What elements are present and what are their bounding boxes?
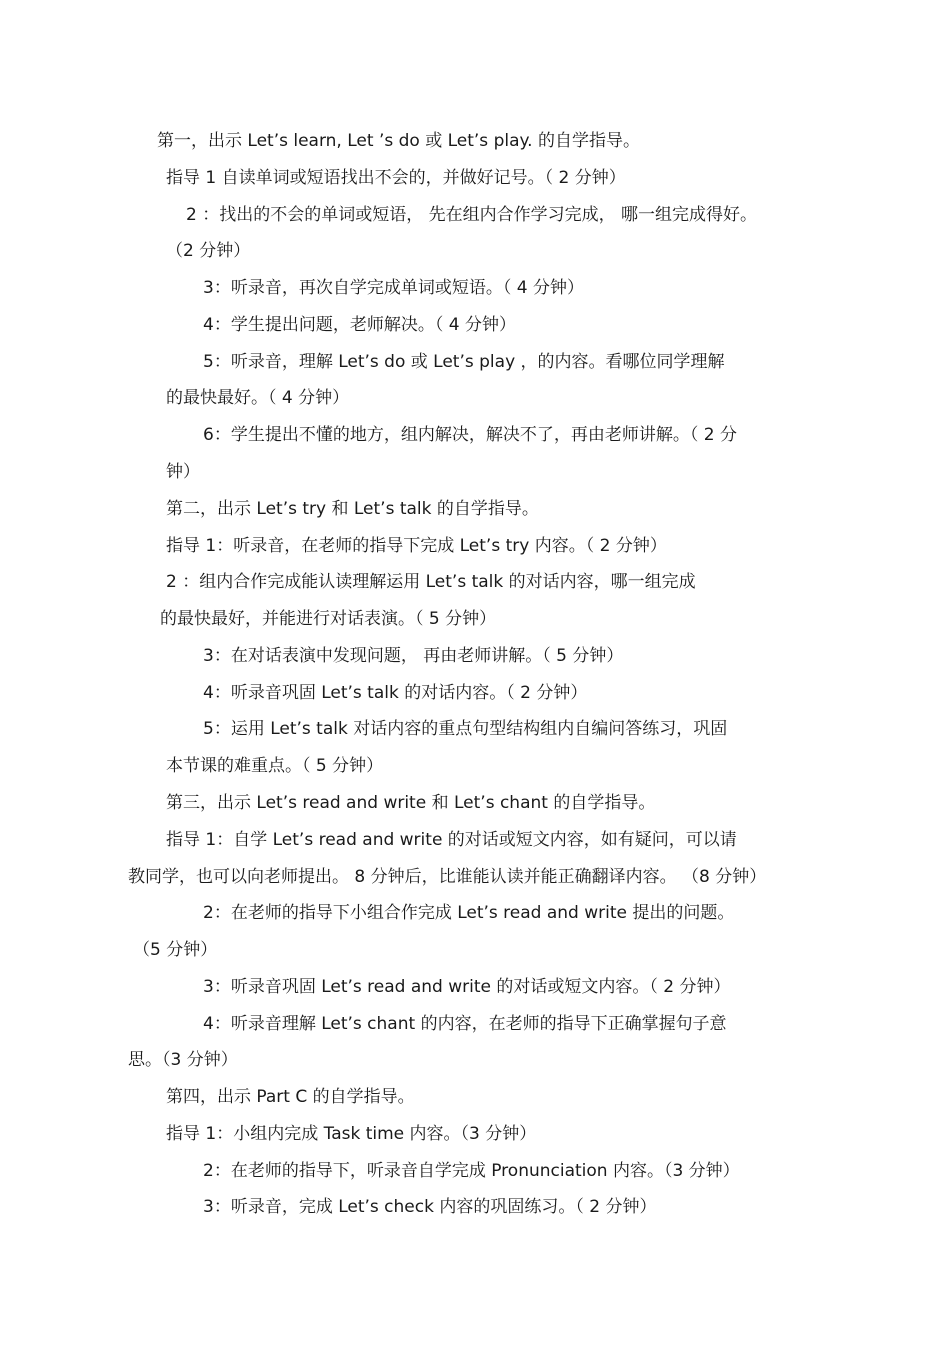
text-line-15: 3：在对话表演中发现问题， 再由老师讲解。（ 5 分钟） — [203, 646, 624, 666]
text-line-20: 指导 1：自学 Let’s read and write 的对话或短文内容，如有疑问，可以请 — [166, 830, 737, 850]
text-line-6: 4：学生提出问题，老师解决。（ 4 分钟） — [203, 315, 516, 335]
text-line-19: 第三，出示 Let’s read and write 和 Let’s chant 的自学指导。 — [166, 793, 656, 813]
text-line-17: 5：运用 Let’s talk 对话内容的重点句型结构组内自编问答练习，巩固 — [203, 719, 728, 739]
text-line-5: 3：听录音，再次自学完成单词或短语。（ 4 分钟） — [203, 278, 584, 298]
text-line-30: 3：听录音，完成 Let’s check 内容的巩固练习。（ 2 分钟） — [203, 1197, 657, 1217]
text-line-11: 第二，出示 Let’s try 和 Let’s talk 的自学指导。 — [166, 499, 539, 519]
text-line-14: 的最快最好，并能进行对话表演。（ 5 分钟） — [160, 609, 497, 629]
text-line-24: 3：听录音巩固 Let’s read and write 的对话或短文内容。（ 2 分钟） — [203, 977, 731, 997]
text-line-16: 4：听录音巩固 Let’s talk 的对话内容。（ 2 分钟） — [203, 683, 588, 703]
text-line-2: 指导 1 自读单词或短语找出不会的，并做好记号。（ 2 分钟） — [166, 168, 626, 188]
text-line-4: （2 分钟） — [166, 241, 251, 261]
text-line-7: 5：听录音，理解 Let’s do 或 Let’s play ，的内容。看哪位同学理解 — [203, 352, 725, 372]
text-line-18: 本节课的难重点。（ 5 分钟） — [166, 756, 384, 776]
text-line-10: 钟） — [166, 462, 200, 482]
text-line-1: 第一，出示 Let’s learn, Let ’s do 或 Let’s play. 的自学指导。 — [157, 131, 640, 151]
text-line-12: 指导 1：听录音，在老师的指导下完成 Let’s try 内容。（ 2 分钟） — [166, 536, 667, 556]
text-line-3: 2 ：找出的不会的单词或短语， 先在组内合作学习完成， 哪一组完成得好。 — [186, 205, 758, 225]
text-line-27: 第四，出示 Part C 的自学指导。 — [166, 1087, 415, 1107]
text-line-26: 思。（3 分钟） — [128, 1050, 238, 1070]
text-line-28: 指导 1：小组内完成 Task time 内容。（3 分钟） — [166, 1124, 537, 1144]
text-line-21: 教同学，也可以向老师提出。 8 分钟后，比谁能认读并能正确翻译内容。 （8 分钟） — [128, 867, 767, 887]
text-line-29: 2：在老师的指导下，听录音自学完成 Pronunciation 内容。（3 分钟） — [203, 1161, 740, 1181]
text-line-9: 6：学生提出不懂的地方，组内解决，解决不了，再由老师讲解。（ 2 分 — [203, 425, 737, 445]
text-line-13: 2 ：组内合作完成能认读理解运用 Let’s talk 的对话内容，哪一组完成 — [166, 572, 696, 592]
text-line-25: 4：听录音理解 Let’s chant 的内容，在老师的指导下正确掌握句子意 — [203, 1014, 727, 1034]
text-line-8: 的最快最好。（ 4 分钟） — [166, 388, 350, 408]
text-line-22: 2：在老师的指导下小组合作完成 Let’s read and write 提出的问题。 — [203, 903, 735, 923]
text-line-23: （5 分钟） — [133, 940, 218, 960]
